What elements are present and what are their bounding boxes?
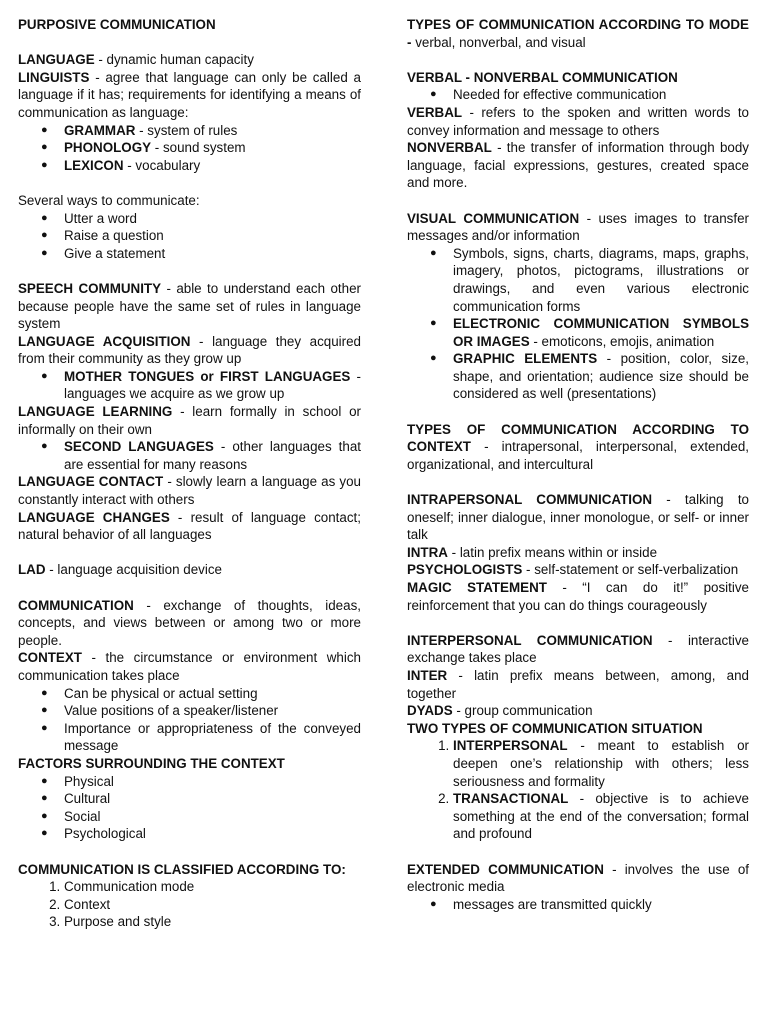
list-item: ● Can be physical or actual setting bbox=[64, 685, 361, 703]
ways-intro: Several ways to communicate: bbox=[18, 192, 200, 208]
list-item: ● SECOND LANGUAGES - other languages that are essential for many reasons bbox=[64, 438, 361, 473]
list-item: ● messages are transmitted quickly bbox=[453, 896, 749, 914]
definition-mode-types: TYPES OF COMMUNICATION ACCORDING TO MODE - verbal, nonverbal, and visual bbox=[407, 17, 749, 50]
definition-language-contact: LANGUAGE CONTACT - slowly learn a language as you constantly interact with others bbox=[18, 474, 361, 508]
requirements-list bbox=[18, 122, 361, 175]
list-item: ● Raise a question bbox=[64, 227, 361, 245]
situation-heading: TWO TYPES OF COMMUNICATION SITUATION bbox=[407, 720, 703, 736]
ways-list bbox=[18, 210, 361, 263]
list-item: ● MOTHER TONGUES or FIRST LANGUAGES - languages we acquire as we grow up bbox=[64, 368, 361, 403]
definition-speech-community: SPEECH COMMUNITY - able to understand each other because people have the same set of rules in language system bbox=[18, 280, 361, 332]
definition-language-acquisition: LANGUAGE ACQUISITION - language they acquired from their community as they grow up bbox=[18, 333, 361, 367]
definition-context-types: TYPES OF COMMUNICATION ACCORDING TO CONTEXT - intrapersonal, interpersonal, extended, organizational, and intercultural bbox=[407, 421, 749, 472]
classified-list bbox=[18, 878, 361, 931]
list-item: ● Needed for effective communication bbox=[453, 86, 749, 104]
acquisition-list bbox=[18, 368, 361, 403]
list-item: ● GRAPHIC ELEMENTS - position, color, size, shape, and orientation; audience size should be considered as well (presentations) bbox=[453, 350, 749, 403]
context-list bbox=[18, 685, 361, 755]
definition-communication: COMMUNICATION - exchange of thoughts, ideas, concepts, and views between or among two or more people. bbox=[18, 597, 361, 648]
classified-heading: COMMUNICATION IS CLASSIFIED ACCORDING TO: bbox=[18, 861, 346, 877]
visual-list bbox=[407, 245, 749, 403]
definition-language: LANGUAGE - dynamic human capacity bbox=[18, 52, 254, 68]
definition-nonverbal: NONVERBAL - the transfer of information through body language, facial expressions, gestures, created space and more. bbox=[407, 140, 749, 191]
list-item: ● Importance or appropriateness of the conveyed message bbox=[64, 720, 361, 755]
definition-visual: VISUAL COMMUNICATION - uses images to transfer messages and/or information bbox=[407, 210, 750, 244]
list-item: ● Psychological bbox=[64, 825, 361, 843]
list-item: ● Symbols, signs, charts, diagrams, maps, graphs, imagery, photos, pictograms, illustrations or drawings, and even various electronic communication forms bbox=[453, 245, 749, 315]
factors-heading: FACTORS SURROUNDING THE CONTEXT bbox=[18, 755, 285, 771]
right-column bbox=[407, 16, 749, 913]
definition-linguists: LINGUISTS - agree that language can only be called a language if it has; requirements for identifying a means of communication as language: bbox=[18, 69, 361, 120]
list-item: ● Utter a word bbox=[64, 210, 361, 228]
list-item: ● ELECTRONIC COMMUNICATION SYMBOLS OR IMAGES - emoticons, emojis, animation bbox=[453, 315, 749, 350]
list-item: ● LEXICON - vocabulary bbox=[64, 157, 361, 175]
list-item: ● GRAMMAR - system of rules bbox=[64, 122, 361, 140]
list-item: 2. TRANSACTIONAL - objective is to achieve something at the end of the conversation; formal and profound bbox=[453, 790, 749, 843]
definition-magic-statement: MAGIC STATEMENT - “I can do it!” positive reinforcement that you can do things courageously bbox=[407, 580, 749, 613]
list-item: 1. Communication mode bbox=[64, 878, 361, 896]
definition-dyads: DYADS - group communication bbox=[407, 703, 593, 719]
list-item: ● Value positions of a speaker/listener bbox=[64, 702, 361, 720]
definition-context: CONTEXT - the circumstance or environment which communication takes place bbox=[18, 650, 361, 683]
list-item: 3. Purpose and style bbox=[64, 913, 361, 931]
list-item: ● Cultural bbox=[64, 790, 361, 808]
definition-interpersonal: INTERPERSONAL COMMUNICATION - interactive exchange takes place bbox=[407, 632, 749, 666]
situation-list bbox=[407, 737, 749, 843]
factors-list bbox=[18, 773, 361, 843]
definition-intra: INTRA - latin prefix means within or inside bbox=[407, 544, 658, 560]
verbal-nonverbal-heading: VERBAL - NONVERBAL COMMUNICATION bbox=[407, 69, 678, 85]
document-title: PURPOSIVE COMMUNICATION bbox=[18, 17, 216, 32]
list-item: 1. INTERPERSONAL - meant to establish or deepen one’s relationship with others; less seriousness and formality bbox=[453, 737, 749, 790]
definition-language-changes: LANGUAGE CHANGES - result of language contact; natural behavior of all languages bbox=[18, 509, 361, 543]
definition-lad: LAD - language acquisition device bbox=[18, 562, 222, 578]
extended-list bbox=[407, 896, 749, 914]
definition-verbal: VERBAL - refers to the spoken and written words to convey information and message to others bbox=[407, 104, 749, 138]
definition-psychologists: PSYCHOLOGISTS - self-statement or self-verbalization bbox=[407, 562, 739, 578]
definition-inter: INTER - latin prefix means between, among, and together bbox=[407, 667, 749, 701]
list-item: 2. Context bbox=[64, 896, 361, 914]
list-item: ● PHONOLOGY - sound system bbox=[64, 139, 361, 157]
definition-language-learning: LANGUAGE LEARNING - learn formally in school or informally on their own bbox=[18, 404, 361, 437]
learning-list bbox=[18, 438, 361, 473]
definition-extended: EXTENDED COMMUNICATION - involves the use of electronic media bbox=[407, 861, 749, 895]
list-item: ● Social bbox=[64, 808, 361, 826]
left-column bbox=[18, 16, 361, 931]
list-item: ● Physical bbox=[64, 773, 361, 791]
definition-intrapersonal: INTRAPERSONAL COMMUNICATION - talking to oneself; inner dialogue, inner monologue, or self- or inner talk bbox=[407, 492, 749, 543]
list-item: ● Give a statement bbox=[64, 245, 361, 263]
verbal-nonverbal-list bbox=[407, 86, 749, 104]
